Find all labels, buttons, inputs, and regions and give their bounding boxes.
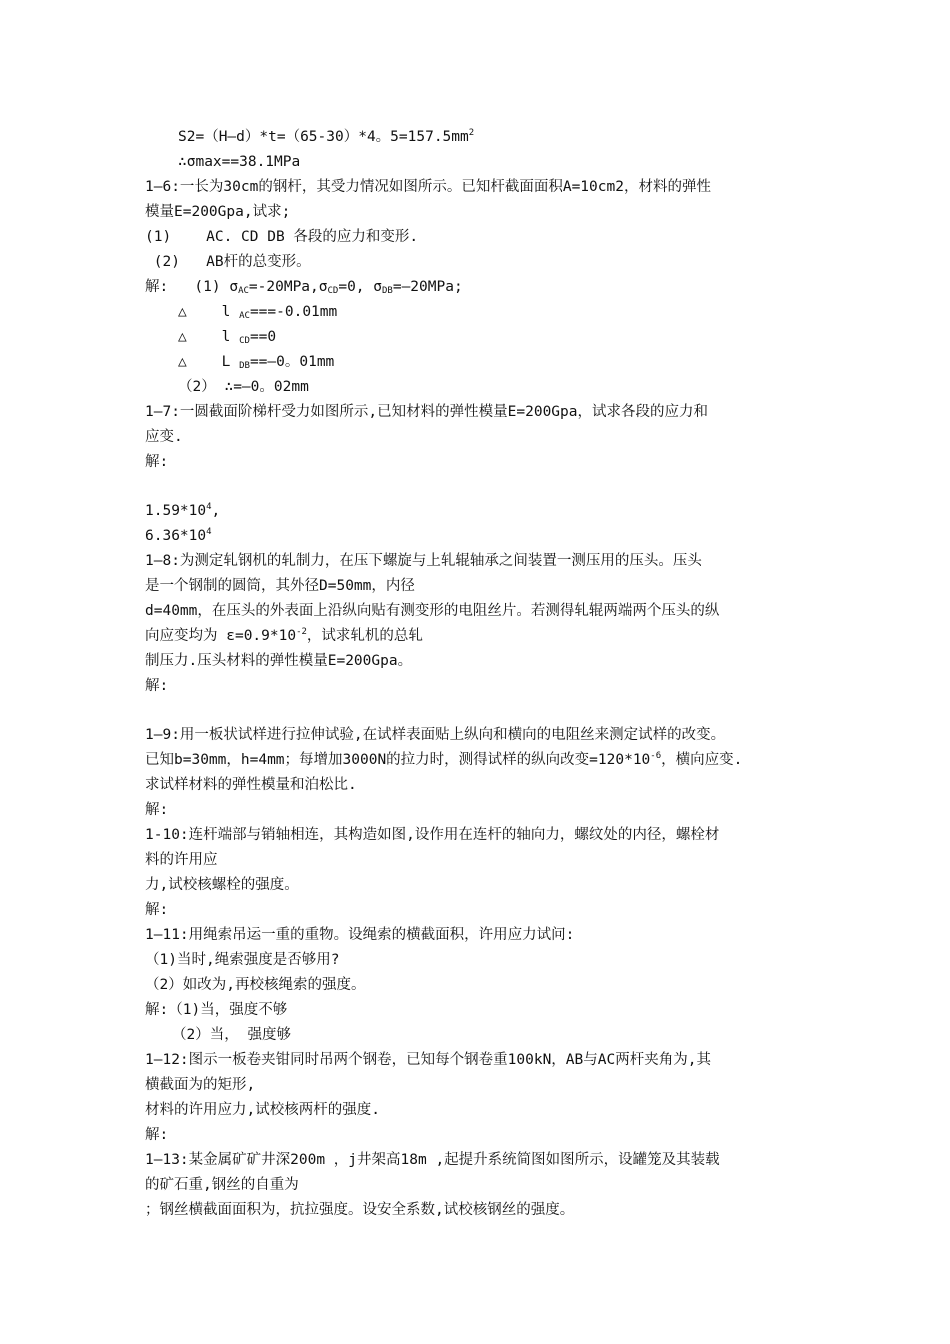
text-line: 的矿石重,钢丝的自重为 [145,1177,299,1193]
problem-heading: 1—13:某金属矿矿井深200m ，j井架高18m ,起提升系统简图如图所示，设罐笼及其装载 [145,1152,720,1168]
text-line: ；钢丝横截面面积为，抗拉强度。设安全系数,试校核钢丝的强度。 [145,1202,575,1218]
text-line: 应变. [145,429,183,445]
text-line: S2=（H—d）*t=（65-30）*4。$5=157.5mm^2$ [178,128,475,145]
text-line: (1) AC. CD DB 各段的应力和变形. [145,229,419,245]
solution-line: （2） ∴=—0。02mm [178,379,309,395]
text-line: 向应变均为 $\varepsilon=0.9*10^{-2}$，试求轧机的总轧 [145,627,423,644]
solution-line: 解:（1)当，强度不够 [145,1002,288,1018]
solution-label: 解: [145,1127,169,1143]
text-line: ∴σmax==38.1MPa [178,154,301,170]
solution-line: $6.36*10^4$ [145,527,212,544]
solution-line: △ l $_{AC}$===-0.01mm [178,304,338,321]
text-line: 料的许用应 [145,852,218,868]
problem-heading: 1—6:一长为30cm的钢杆，其受力情况如图所示。已知杆截面面积A=10cm2，材料的弹性 [145,179,711,195]
text-line: 横截面为的矩形, [145,1077,256,1093]
solution-line: 解: (1) $\sigma_{AC}=-20MPa,\sigma_{CD}=0$, $\sigma_{DB}=—20MPa$; [145,279,463,296]
problem-heading: 1—11:用绳索吊运一重的重物。设绳索的横截面积，许用应力试问: [145,927,575,943]
text-line: 模量E=200Gpa,试求; [145,204,291,220]
problem-heading: 1—12:图示一板卷夹钳同时吊两个钢卷，已知每个钢卷重100kN，AB与AC两杆夹角为,其 [145,1052,711,1068]
solution-line: （2）当， 强度够 [172,1027,291,1043]
text-line: 是一个钢制的圆筒，其外径D=50mm，内径 [145,578,415,594]
solution-line: △ L $_{DB}$==—0。01mm [178,354,335,371]
problem-heading: 1—9:用一板状试样进行拉伸试验,在试样表面贴上纵向和横向的电阻丝来测定试样的改变。 [145,727,726,743]
solution-label: 解: [145,802,169,818]
text-line: 制压力.压头材料的弹性模量E=200Gpa。 [145,653,413,669]
problem-heading: 1—7:一圆截面阶梯杆受力如图所示,已知材料的弹性模量E=200Gpa，试求各段的应力和 [145,404,708,420]
text-line: d=40mm，在压头的外表面上沿纵向贴有测变形的电阻丝片。若测得轧辊两端两个压头的纵 [145,603,720,619]
problem-heading: 1-10:连杆端部与销轴相连，其构造如图,设作用在连杆的轴向力，螺纹处的内径，螺栓材 [145,827,720,843]
solution-line: $1.59*10^4$, [145,502,221,519]
solution-line: △ l $_{CD}$==0 [178,329,277,346]
solution-label: 解: [145,902,169,918]
text-line: (2) AB杆的总变形。 [145,254,311,270]
solution-label: 解: [145,454,169,470]
text-line: （1)当时,绳索强度是否够用? [145,952,340,968]
text-line: 材料的许用应力,试校核两杆的强度. [145,1102,380,1118]
text-line: 求试样材料的弹性模量和泊松比. [145,777,357,793]
text-line: 已知b=30mm，h=4mm；每增加3000N的拉力时，测得试样的纵向改变$=120*10^{-6}$，横向应变. [145,751,743,768]
text-line: （2）如改为,再校核绳索的强度。 [145,977,366,993]
text-line: 力,试校核螺栓的强度。 [145,877,299,893]
solution-label: 解: [145,678,169,694]
problem-heading: 1—8:为测定轧钢机的轧制力，在压下螺旋与上轧辊轴承之间装置一测压用的压头。压头 [145,553,702,569]
